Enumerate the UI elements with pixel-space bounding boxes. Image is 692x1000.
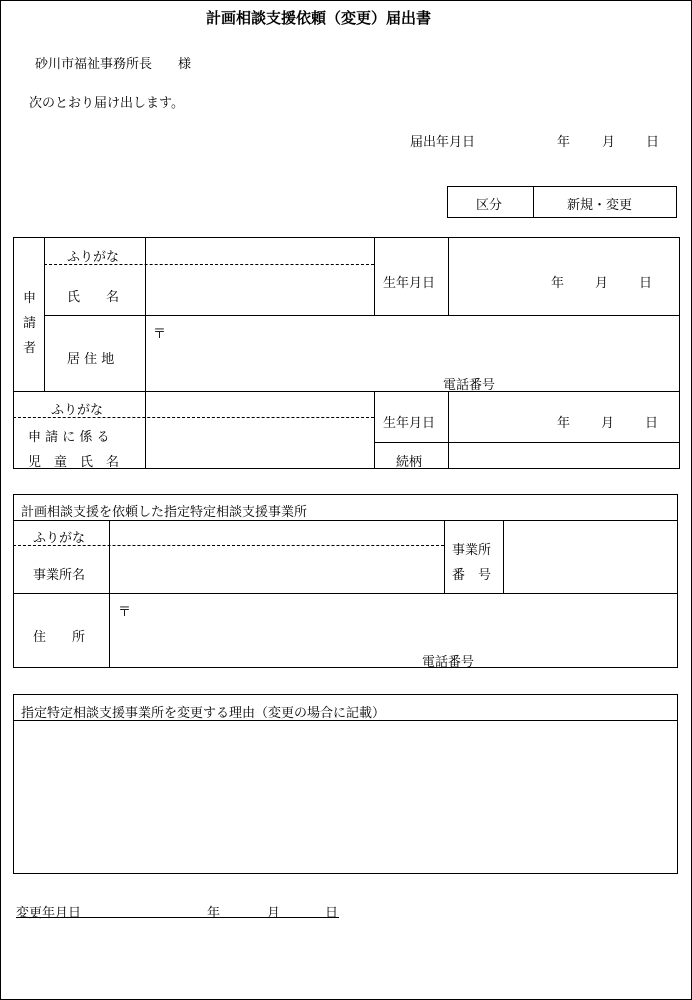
change-date-day: 日 xyxy=(325,906,339,921)
category-label: 区分 xyxy=(476,198,503,213)
submit-date-year: 年 xyxy=(557,135,571,150)
office-postal-mark: 〒 xyxy=(118,605,132,620)
applicant-birth-year: 年 xyxy=(551,276,565,291)
office-name-label: 事業所名 xyxy=(33,568,86,583)
child-label-line1: 申 請 に 係 る xyxy=(28,430,110,445)
applicant-phone-label: 電話番号 xyxy=(443,378,496,393)
applicant-furigana-label: ふりがな xyxy=(67,250,120,265)
reason-header: 指定特定相談支援事業所を変更する理由（変更の場合に記載） xyxy=(21,706,386,721)
change-date-month: 月 xyxy=(267,906,281,921)
change-date-year: 年 xyxy=(207,906,221,921)
applicant-birth-month: 月 xyxy=(595,276,609,291)
reason-box xyxy=(13,694,678,874)
office-header: 計画相談支援を依頼した指定特定相談支援事業所 xyxy=(21,505,308,520)
category-value[interactable]: 新規・変更 xyxy=(567,198,633,213)
intro-text: 次のとおり届け出します。 xyxy=(29,96,184,111)
submit-date-month: 月 xyxy=(602,135,616,150)
applicant-section-char-3: 者 xyxy=(23,341,37,356)
child-birth-year: 年 xyxy=(557,416,571,431)
child-birth-day: 日 xyxy=(645,416,659,431)
office-number-label-line1: 事業所 xyxy=(452,543,492,558)
office-address-label: 住 所 xyxy=(33,630,86,645)
child-label-line2: 児 童 氏 名 xyxy=(28,455,120,470)
submit-date-label: 届出年月日 xyxy=(410,135,476,150)
applicant-section-char-2: 請 xyxy=(23,316,37,331)
applicant-address-label: 居 住 地 xyxy=(67,352,115,367)
change-date-label: 変更年月日 xyxy=(16,906,82,921)
child-birth-label: 生年月日 xyxy=(383,416,436,431)
applicant-birth-label: 生年月日 xyxy=(383,276,436,291)
applicant-birth-day: 日 xyxy=(639,276,653,291)
applicant-name-label: 氏 名 xyxy=(67,290,120,305)
form-title: 計画相談支援依頼（変更）届出書 xyxy=(206,9,432,27)
child-birth-month: 月 xyxy=(601,416,615,431)
submit-date-day: 日 xyxy=(646,135,660,150)
applicant-postal-mark: 〒 xyxy=(153,327,167,342)
office-furigana-label: ふりがな xyxy=(33,531,86,546)
office-number-label-line2: 番 号 xyxy=(452,568,492,583)
office-phone-label: 電話番号 xyxy=(422,655,475,670)
change-date-underline xyxy=(16,917,339,918)
applicant-section-char-1: 申 xyxy=(23,291,37,306)
child-furigana-label: ふりがな xyxy=(51,403,104,418)
addressee: 砂川市福祉事務所長 様 xyxy=(35,57,192,72)
child-relation-label: 続柄 xyxy=(396,455,423,470)
